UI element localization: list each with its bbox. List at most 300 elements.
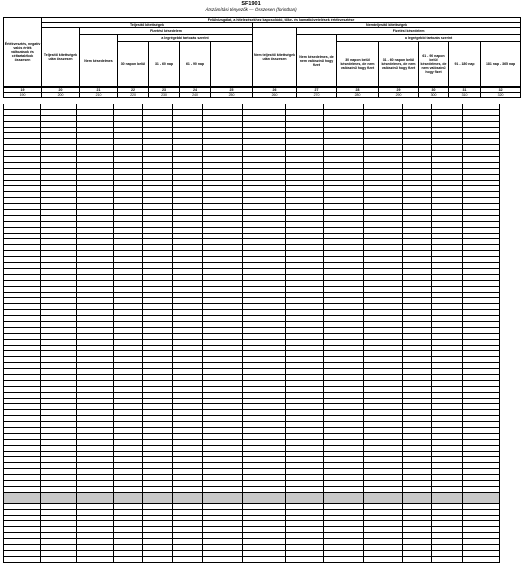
table-cell[interactable]: [202, 145, 242, 150]
table-cell[interactable]: [323, 504, 363, 509]
table-cell[interactable]: [462, 446, 500, 451]
table-cell[interactable]: [172, 298, 202, 303]
table-cell[interactable]: [431, 234, 462, 239]
table-cell[interactable]: [202, 175, 242, 180]
table-cell[interactable]: [363, 228, 401, 233]
table-cell[interactable]: [285, 228, 323, 233]
table-cell[interactable]: [242, 334, 284, 339]
table-cell[interactable]: [3, 521, 40, 526]
table-cell[interactable]: [142, 416, 172, 421]
table-cell[interactable]: [76, 446, 113, 451]
table-cell[interactable]: [202, 381, 242, 386]
table-cell[interactable]: [402, 475, 431, 480]
table-cell[interactable]: [40, 516, 77, 521]
table-cell[interactable]: [40, 452, 77, 457]
table-cell[interactable]: [285, 251, 323, 256]
table-cell[interactable]: [402, 533, 431, 538]
table-cell[interactable]: [242, 204, 284, 209]
table-cell[interactable]: [323, 440, 363, 445]
table-cell[interactable]: [431, 551, 462, 556]
table-cell[interactable]: [402, 145, 431, 150]
table-cell[interactable]: [113, 269, 143, 274]
table-cell[interactable]: [76, 310, 113, 315]
table-cell[interactable]: [285, 104, 323, 109]
table-cell[interactable]: [40, 145, 77, 150]
table-cell[interactable]: [40, 281, 77, 286]
table-cell[interactable]: [113, 228, 143, 233]
table-cell[interactable]: [431, 539, 462, 544]
table-cell[interactable]: [172, 399, 202, 404]
table-cell[interactable]: [462, 304, 500, 309]
table-cell[interactable]: [431, 481, 462, 486]
table-cell[interactable]: [242, 475, 284, 480]
table-cell[interactable]: [363, 452, 401, 457]
table-cell[interactable]: [3, 504, 40, 509]
table-cell[interactable]: [431, 446, 462, 451]
table-cell[interactable]: [76, 369, 113, 374]
table-cell[interactable]: [431, 334, 462, 339]
table-cell[interactable]: [402, 128, 431, 133]
table-cell[interactable]: [40, 481, 77, 486]
table-cell[interactable]: [142, 257, 172, 262]
table-cell[interactable]: [172, 239, 202, 244]
table-cell[interactable]: [431, 163, 462, 168]
table-cell[interactable]: [40, 334, 77, 339]
table-cell[interactable]: [462, 404, 500, 409]
table-cell[interactable]: [285, 269, 323, 274]
table-cell[interactable]: [431, 434, 462, 439]
table-cell[interactable]: [242, 163, 284, 168]
table-cell[interactable]: [76, 527, 113, 532]
table-cell[interactable]: [323, 416, 363, 421]
table-cell[interactable]: [285, 316, 323, 321]
table-cell[interactable]: [172, 410, 202, 415]
table-cell[interactable]: [402, 551, 431, 556]
table-cell[interactable]: [40, 393, 77, 398]
table-cell[interactable]: [462, 245, 500, 250]
table-cell[interactable]: [323, 434, 363, 439]
table-cell[interactable]: [202, 122, 242, 127]
table-cell[interactable]: [3, 210, 40, 215]
table-cell[interactable]: [363, 263, 401, 268]
table-cell[interactable]: [363, 551, 401, 556]
table-cell[interactable]: [3, 357, 40, 362]
table-cell[interactable]: [242, 539, 284, 544]
table-cell[interactable]: [113, 457, 143, 462]
table-cell[interactable]: [202, 422, 242, 427]
table-cell[interactable]: [202, 228, 242, 233]
table-cell[interactable]: [172, 304, 202, 309]
table-cell[interactable]: [113, 281, 143, 286]
table-cell[interactable]: [363, 404, 401, 409]
table-cell[interactable]: [431, 440, 462, 445]
table-cell[interactable]: [3, 298, 40, 303]
table-cell[interactable]: [242, 310, 284, 315]
table-cell[interactable]: [172, 322, 202, 327]
table-cell[interactable]: [323, 539, 363, 544]
table-cell[interactable]: [113, 328, 143, 333]
table-cell[interactable]: [285, 204, 323, 209]
table-cell[interactable]: [323, 281, 363, 286]
table-cell[interactable]: [76, 457, 113, 462]
table-cell[interactable]: [3, 369, 40, 374]
table-cell[interactable]: [323, 216, 363, 221]
table-cell[interactable]: [172, 521, 202, 526]
table-cell[interactable]: [3, 457, 40, 462]
table-cell[interactable]: [40, 387, 77, 392]
table-cell[interactable]: [40, 245, 77, 250]
table-cell[interactable]: [142, 281, 172, 286]
table-cell[interactable]: [172, 192, 202, 197]
table-cell[interactable]: [142, 175, 172, 180]
table-cell[interactable]: [242, 251, 284, 256]
table-cell[interactable]: [462, 457, 500, 462]
table-cell[interactable]: [172, 222, 202, 227]
table-cell[interactable]: [142, 328, 172, 333]
table-cell[interactable]: [431, 404, 462, 409]
table-cell[interactable]: [285, 369, 323, 374]
table-cell[interactable]: [202, 357, 242, 362]
table-cell[interactable]: [285, 192, 323, 197]
table-cell[interactable]: [402, 521, 431, 526]
table-cell[interactable]: [462, 521, 500, 526]
table-cell[interactable]: [431, 228, 462, 233]
table-cell[interactable]: [40, 316, 77, 321]
table-cell[interactable]: [76, 334, 113, 339]
table-cell[interactable]: [142, 551, 172, 556]
table-cell[interactable]: [40, 298, 77, 303]
table-cell[interactable]: [285, 381, 323, 386]
table-cell[interactable]: [323, 381, 363, 386]
table-cell[interactable]: [462, 210, 500, 215]
table-cell[interactable]: [202, 151, 242, 156]
table-cell[interactable]: [285, 404, 323, 409]
table-cell[interactable]: [402, 410, 431, 415]
table-cell[interactable]: [142, 228, 172, 233]
table-cell[interactable]: [40, 204, 77, 209]
table-cell[interactable]: [462, 251, 500, 256]
table-cell[interactable]: [363, 475, 401, 480]
table-cell[interactable]: [431, 151, 462, 156]
table-cell[interactable]: [202, 487, 242, 492]
table-cell[interactable]: [202, 375, 242, 380]
table-cell[interactable]: [242, 457, 284, 462]
table-cell[interactable]: [3, 545, 40, 550]
table-cell[interactable]: [142, 322, 172, 327]
table-cell[interactable]: [113, 210, 143, 215]
table-cell[interactable]: [402, 204, 431, 209]
table-cell[interactable]: [323, 551, 363, 556]
table-cell[interactable]: [323, 399, 363, 404]
table-cell[interactable]: [142, 293, 172, 298]
table-cell[interactable]: [402, 210, 431, 215]
table-cell[interactable]: [363, 533, 401, 538]
table-cell[interactable]: [172, 434, 202, 439]
table-cell[interactable]: [113, 334, 143, 339]
table-cell[interactable]: [431, 557, 462, 562]
table-cell[interactable]: [3, 204, 40, 209]
table-cell[interactable]: [462, 186, 500, 191]
table-cell[interactable]: [242, 351, 284, 356]
table-cell[interactable]: [323, 222, 363, 227]
table-cell[interactable]: [402, 192, 431, 197]
table-cell[interactable]: [3, 422, 40, 427]
table-cell[interactable]: [3, 340, 40, 345]
table-cell[interactable]: [113, 475, 143, 480]
table-cell[interactable]: [40, 369, 77, 374]
table-cell[interactable]: [113, 157, 143, 162]
table-cell[interactable]: [402, 357, 431, 362]
table-cell[interactable]: [323, 298, 363, 303]
table-cell[interactable]: [113, 363, 143, 368]
table-cell[interactable]: [172, 340, 202, 345]
table-cell[interactable]: [462, 328, 500, 333]
table-cell[interactable]: [113, 399, 143, 404]
table-cell[interactable]: [242, 275, 284, 280]
table-cell[interactable]: [142, 251, 172, 256]
table-cell[interactable]: [76, 122, 113, 127]
table-cell[interactable]: [3, 404, 40, 409]
table-cell[interactable]: [242, 416, 284, 421]
table-cell[interactable]: [40, 539, 77, 544]
table-cell[interactable]: [323, 157, 363, 162]
table-cell[interactable]: [402, 133, 431, 138]
table-cell[interactable]: [40, 287, 77, 292]
table-cell[interactable]: [3, 351, 40, 356]
table-cell[interactable]: [202, 298, 242, 303]
table-cell[interactable]: [242, 269, 284, 274]
table-cell[interactable]: [402, 375, 431, 380]
table-cell[interactable]: [285, 139, 323, 144]
table-cell[interactable]: [40, 216, 77, 221]
table-cell[interactable]: [242, 239, 284, 244]
table-cell[interactable]: [172, 422, 202, 427]
table-cell[interactable]: [323, 186, 363, 191]
table-cell[interactable]: [202, 304, 242, 309]
table-cell[interactable]: [431, 192, 462, 197]
table-cell[interactable]: [76, 298, 113, 303]
table-cell[interactable]: [142, 516, 172, 521]
table-cell[interactable]: [242, 328, 284, 333]
table-cell[interactable]: [113, 234, 143, 239]
table-cell[interactable]: [113, 416, 143, 421]
table-cell[interactable]: [3, 410, 40, 415]
table-cell[interactable]: [40, 533, 77, 538]
table-cell[interactable]: [142, 239, 172, 244]
table-cell[interactable]: [431, 381, 462, 386]
table-cell[interactable]: [142, 169, 172, 174]
table-cell[interactable]: [242, 381, 284, 386]
table-cell[interactable]: [242, 422, 284, 427]
table-cell[interactable]: [76, 551, 113, 556]
table-cell[interactable]: [202, 116, 242, 121]
table-cell[interactable]: [285, 122, 323, 127]
table-cell[interactable]: [431, 346, 462, 351]
table-cell[interactable]: [402, 428, 431, 433]
table-cell[interactable]: [285, 275, 323, 280]
table-cell[interactable]: [323, 457, 363, 462]
table-cell[interactable]: [363, 181, 401, 186]
table-cell[interactable]: [113, 263, 143, 268]
table-cell[interactable]: [76, 216, 113, 221]
table-cell[interactable]: [76, 557, 113, 562]
table-cell[interactable]: [76, 533, 113, 538]
table-cell[interactable]: [202, 440, 242, 445]
table-cell[interactable]: [363, 351, 401, 356]
table-cell[interactable]: [113, 128, 143, 133]
table-cell[interactable]: [202, 293, 242, 298]
table-cell[interactable]: [363, 293, 401, 298]
table-cell[interactable]: [363, 410, 401, 415]
table-cell[interactable]: [3, 128, 40, 133]
table-cell[interactable]: [323, 328, 363, 333]
table-cell[interactable]: [462, 275, 500, 280]
table-cell[interactable]: [242, 234, 284, 239]
table-cell[interactable]: [113, 481, 143, 486]
table-cell[interactable]: [142, 357, 172, 362]
table-cell[interactable]: [76, 469, 113, 474]
table-cell[interactable]: [3, 434, 40, 439]
table-cell[interactable]: [431, 245, 462, 250]
table-cell[interactable]: [3, 293, 40, 298]
table-cell[interactable]: [172, 234, 202, 239]
table-cell[interactable]: [202, 192, 242, 197]
table-cell[interactable]: [242, 463, 284, 468]
table-cell[interactable]: [40, 293, 77, 298]
table-cell[interactable]: [3, 104, 40, 109]
table-cell[interactable]: [40, 269, 77, 274]
table-cell[interactable]: [142, 487, 172, 492]
table-cell[interactable]: [40, 181, 77, 186]
table-cell[interactable]: [462, 469, 500, 474]
table-cell[interactable]: [462, 322, 500, 327]
table-cell[interactable]: [285, 504, 323, 509]
table-cell[interactable]: [363, 281, 401, 286]
table-cell[interactable]: [172, 163, 202, 168]
table-cell[interactable]: [76, 346, 113, 351]
table-cell[interactable]: [142, 434, 172, 439]
table-cell[interactable]: [285, 340, 323, 345]
table-cell[interactable]: [172, 151, 202, 156]
table-cell[interactable]: [431, 545, 462, 550]
table-cell[interactable]: [202, 387, 242, 392]
table-cell[interactable]: [363, 275, 401, 280]
table-cell[interactable]: [172, 404, 202, 409]
table-cell[interactable]: [172, 475, 202, 480]
table-cell[interactable]: [142, 216, 172, 221]
table-cell[interactable]: [142, 463, 172, 468]
table-cell[interactable]: [242, 363, 284, 368]
table-cell[interactable]: [285, 469, 323, 474]
table-cell[interactable]: [172, 133, 202, 138]
table-cell[interactable]: [142, 475, 172, 480]
table-cell[interactable]: [172, 393, 202, 398]
table-cell[interactable]: [285, 463, 323, 468]
table-cell[interactable]: [113, 440, 143, 445]
table-cell[interactable]: [172, 545, 202, 550]
table-cell[interactable]: [202, 510, 242, 515]
table-cell[interactable]: [323, 334, 363, 339]
table-cell[interactable]: [363, 298, 401, 303]
table-cell[interactable]: [242, 157, 284, 162]
table-cell[interactable]: [462, 516, 500, 521]
table-cell[interactable]: [113, 539, 143, 544]
table-cell[interactable]: [285, 310, 323, 315]
table-cell[interactable]: [113, 527, 143, 532]
table-cell[interactable]: [113, 446, 143, 451]
table-cell[interactable]: [242, 410, 284, 415]
table-cell[interactable]: [363, 399, 401, 404]
table-cell[interactable]: [402, 110, 431, 115]
table-cell[interactable]: [113, 452, 143, 457]
table-cell[interactable]: [76, 234, 113, 239]
table-cell[interactable]: [402, 510, 431, 515]
table-cell[interactable]: [40, 133, 77, 138]
table-cell[interactable]: [76, 463, 113, 468]
table-cell[interactable]: [402, 251, 431, 256]
table-cell[interactable]: [40, 463, 77, 468]
table-cell[interactable]: [431, 393, 462, 398]
table-cell[interactable]: [431, 410, 462, 415]
table-cell[interactable]: [323, 375, 363, 380]
table-cell[interactable]: [40, 169, 77, 174]
table-cell[interactable]: [142, 440, 172, 445]
table-cell[interactable]: [142, 399, 172, 404]
table-cell[interactable]: [202, 410, 242, 415]
table-cell[interactable]: [202, 521, 242, 526]
table-cell[interactable]: [40, 363, 77, 368]
table-cell[interactable]: [431, 363, 462, 368]
table-cell[interactable]: [172, 440, 202, 445]
table-cell[interactable]: [76, 104, 113, 109]
table-cell[interactable]: [402, 457, 431, 462]
table-cell[interactable]: [3, 539, 40, 544]
table-cell[interactable]: [242, 357, 284, 362]
table-cell[interactable]: [462, 410, 500, 415]
table-cell[interactable]: [3, 334, 40, 339]
table-cell[interactable]: [285, 322, 323, 327]
table-cell[interactable]: [172, 334, 202, 339]
table-cell[interactable]: [3, 557, 40, 562]
table-cell[interactable]: [323, 251, 363, 256]
table-cell[interactable]: [242, 404, 284, 409]
table-cell[interactable]: [3, 169, 40, 174]
table-cell[interactable]: [462, 416, 500, 421]
table-cell[interactable]: [142, 122, 172, 127]
table-cell[interactable]: [431, 340, 462, 345]
table-cell[interactable]: [76, 139, 113, 144]
table-cell[interactable]: [242, 516, 284, 521]
table-cell[interactable]: [363, 122, 401, 127]
table-cell[interactable]: [113, 516, 143, 521]
table-cell[interactable]: [323, 527, 363, 532]
table-cell[interactable]: [142, 133, 172, 138]
table-cell[interactable]: [323, 346, 363, 351]
table-cell[interactable]: [363, 387, 401, 392]
table-cell[interactable]: [363, 163, 401, 168]
table-cell[interactable]: [202, 533, 242, 538]
table-cell[interactable]: [242, 375, 284, 380]
table-cell[interactable]: [242, 139, 284, 144]
table-cell[interactable]: [431, 298, 462, 303]
table-cell[interactable]: [462, 281, 500, 286]
table-cell[interactable]: [285, 428, 323, 433]
table-cell[interactable]: [323, 481, 363, 486]
table-cell[interactable]: [202, 186, 242, 191]
table-cell[interactable]: [202, 222, 242, 227]
table-cell[interactable]: [462, 169, 500, 174]
table-cell[interactable]: [76, 452, 113, 457]
